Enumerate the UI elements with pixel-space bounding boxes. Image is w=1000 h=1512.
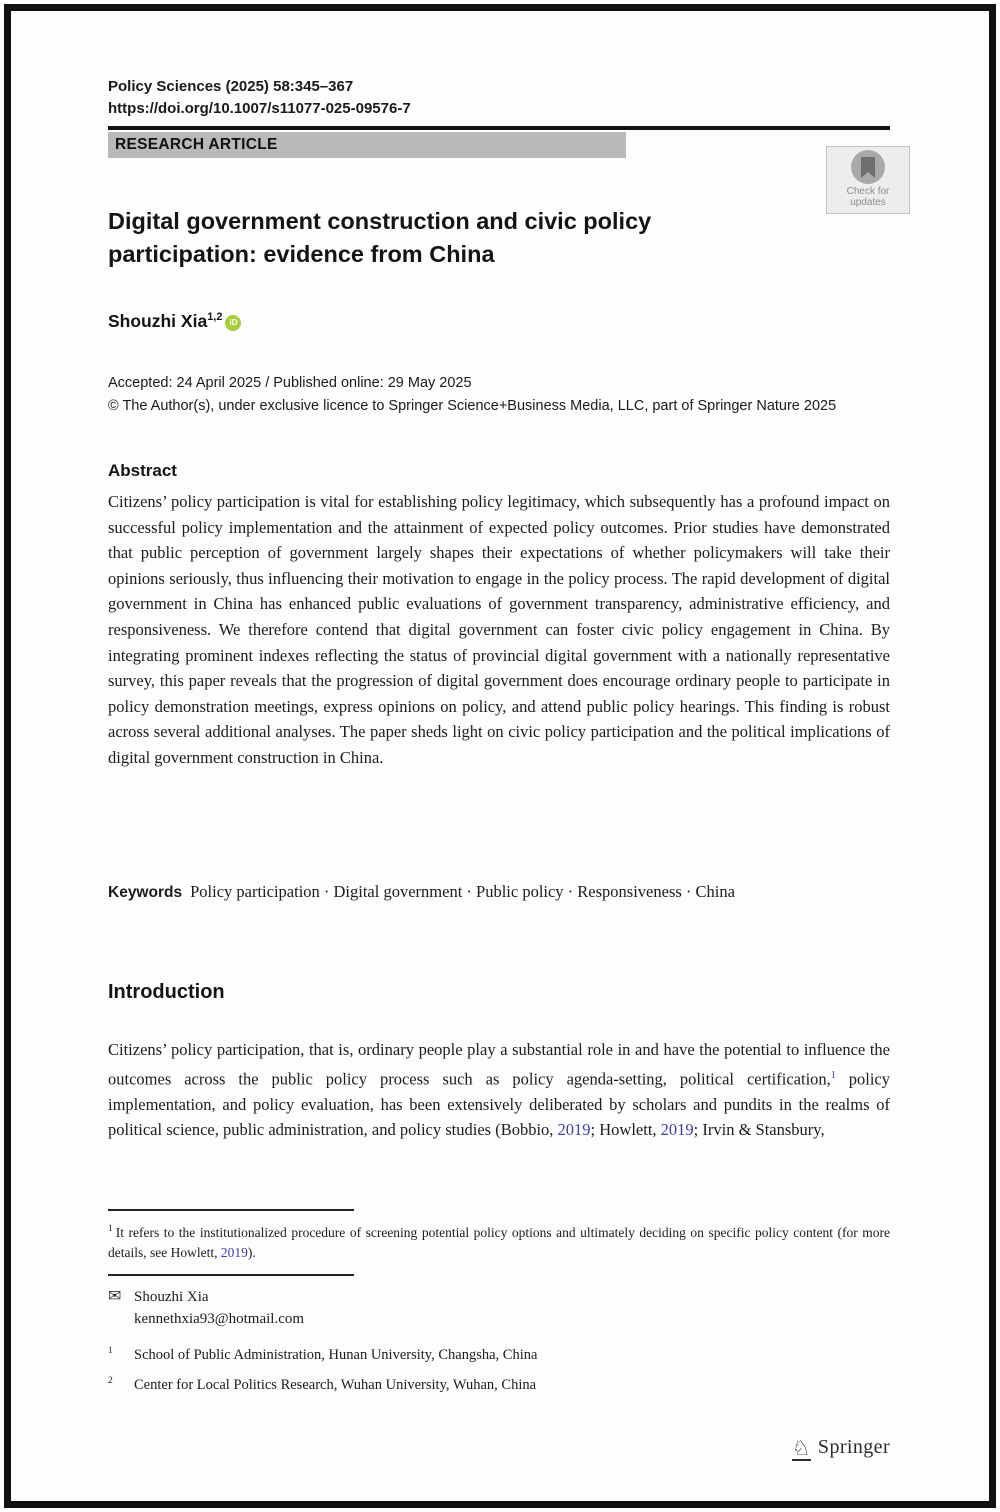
abstract-heading: Abstract (108, 461, 177, 480)
text-segment: ; Irvin & Stansbury, (693, 1120, 825, 1140)
crossmark-circle-icon (851, 150, 885, 184)
correspondence-rule (108, 1274, 354, 1276)
abstract-body: Citizens’ policy participation is vital for establishing policy legitimacy, which subsequently has a profound impact on successful policy implementation and the attainment of expected policy outcomes. Prior studies have demonstrated that public perception of government largely shapes their expectations of whether policymakers will take their opinions seriously, thus influencing their motivation to engage in the policy process. The rapid development of digital government in China has enhanced public evaluations of government transparency, administrative efficiency, and responsiveness. We therefore contend that digital government can foster civic policy engagement in China. By integrating prominent indexes reflecting the status of provincial digital government with a nationally representative survey, this paper reveals that the progression of digital government does encourage ordinary people to participate in policy demonstration meetings, express opinions on policy, and attend public policy hearings. This finding is robust across several additional analyses. The paper sheds light on civic policy participation and the political implications of digital government construction in China. (108, 492, 890, 767)
affiliation-item (108, 1376, 537, 1394)
footnote-rule (108, 1209, 354, 1211)
text-segment: ; Howlett, (590, 1120, 661, 1140)
springer-logo (792, 1436, 890, 1461)
envelope-icon: ✉ (108, 1288, 122, 1305)
header-rule (108, 126, 890, 130)
springer-wordmark: Springer (817, 1436, 890, 1458)
correspondence-block (108, 1286, 304, 1330)
introduction-paragraph (108, 1037, 890, 1143)
bookmark-icon (861, 157, 875, 178)
correspondence-name: Shouzhi Xia (134, 1289, 209, 1305)
dates-block (108, 372, 836, 418)
paper-title: Digital government construction and civic policy participation: evidence from China (108, 208, 652, 267)
correspondence-email[interactable]: kennethxia93@hotmail.com (134, 1311, 305, 1327)
accepted-published-line: Accepted: 24 April 2025 / Published online: 29 May 2025 (108, 375, 472, 391)
check-updates-line2: updates (850, 197, 886, 208)
keywords-label: Keywords (108, 884, 183, 901)
citation-year-link[interactable]: 2019 (557, 1120, 591, 1140)
check-updates-line1: Check for (846, 186, 890, 197)
author-affiliation-sup: 1,2 (207, 311, 223, 324)
affiliation-text: Center for Local Politics Research, Wuhan University, Wuhan, China (134, 1377, 537, 1393)
check-updates-badge[interactable] (826, 146, 910, 214)
keywords-line (108, 879, 890, 906)
introduction-heading: Introduction (108, 981, 225, 1003)
affiliation-sup: 1 (108, 1346, 113, 1356)
text-segment: Citizens’ policy participation, that is, ordinary people play a substantial role in and have the potential to influence the outcomes across the public policy process such as policy agenda-setting, political certification, (108, 1040, 890, 1089)
text-segment: policy implementation, and policy evaluation, has been extensively deliberated by scholars and pundits in the realms of political science, public administration, and policy studies (Bobbio, (108, 1069, 890, 1140)
affiliation-sup: 2 (108, 1376, 113, 1386)
orcid-icon[interactable]: iD (225, 315, 241, 331)
author-line (108, 311, 241, 332)
keywords-text: Policy participation · Digital government · Public policy · Responsiveness · China (190, 882, 735, 901)
check-updates-label (827, 186, 909, 208)
footnote-text (108, 1225, 890, 1260)
journal-header (108, 76, 411, 120)
author-name: Shouzhi Xia (108, 311, 208, 331)
copyright-line: © The Author(s), under exclusive licence to Springer Science+Business Media, LLC, part of Springer Nature 2025 (108, 398, 837, 414)
article-type-bar (108, 132, 626, 158)
springer-knight-icon: ♘ (791, 1436, 811, 1460)
citation-year-link[interactable]: 2019 (660, 1120, 694, 1140)
affiliations-list (108, 1346, 537, 1406)
doi-link[interactable]: https://doi.org/10.1007/s11077-025-09576-7 (108, 100, 411, 117)
affiliation-item (108, 1346, 537, 1364)
journal-ref: Policy Sciences (2025) 58:345–367 (108, 78, 354, 95)
footnote (108, 1219, 890, 1263)
text-segment: It refers to the institutionalized procedure of screening potential policy options and ultimately deciding on specific policy content (for more details, see Howlett, (108, 1225, 890, 1260)
affiliation-text: School of Public Administration, Hunan University, Changsha, China (134, 1347, 538, 1363)
footnote-marker: 1 (108, 1224, 113, 1234)
citation-year-link[interactable]: 2019 (220, 1245, 248, 1260)
text-segment: ). (247, 1245, 256, 1260)
footnote-ref-marker[interactable]: 1 (830, 1069, 836, 1081)
article-type-label: RESEARCH ARTICLE (115, 136, 278, 153)
